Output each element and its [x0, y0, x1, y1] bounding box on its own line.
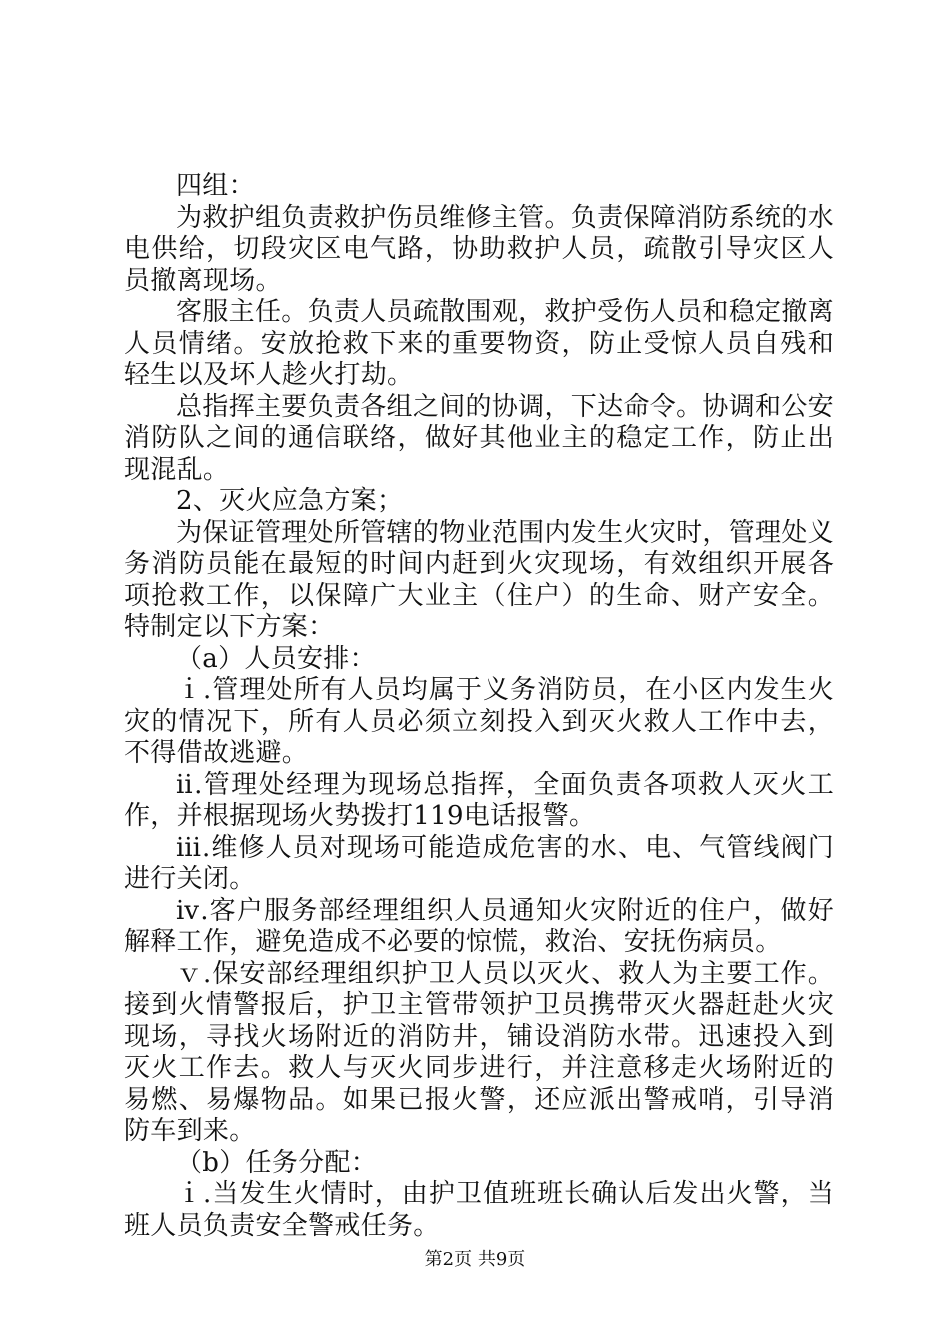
task-item-i: ｉ.当发生火情时，由护卫值班班长确认后发出火警，当班人员负责安全警戒任务。 — [124, 1179, 834, 1241]
paragraph-customer-service: 客服主任。负责人员疏散围观，救护受伤人员和稳定撤离人员情绪。安放抢救下来的重要物资，防止受惊人员自残和轻生以及坏人趁火打劫。 — [124, 297, 834, 390]
list-item-ii: ⅱ.管理处经理为现场总指挥，全面负责各项救人灭火工作，并根据现场火势拨打119电话报警。 — [124, 769, 834, 831]
paragraph-commander: 总指挥主要负责各组之间的协调，下达命令。协调和公安消防队之间的通信联络，做好其他业主的稳定工作，防止出现混乱。 — [124, 391, 834, 485]
document-body — [124, 171, 834, 1242]
list-item-v: ｖ.保安部经理组织护卫人员以灭火、救人为主要工作。接到火情警报后，护卫主管带领护卫员携带灭火器赶赴火灾现场，寻找火场附近的消防井，铺设消防水带。迅速投入到灭火工作去。救人与灭火同步进行，并注意移走火场附近的易燃、易爆物品。如果已报火警，还应派出警戒哨，引导消防车到来。 — [124, 958, 834, 1146]
section-heading-fire-plan: 2、灭火应急方案； — [176, 486, 404, 516]
list-item-i: ｉ.管理处所有人员均属于义务消防员，在小区内发生火灾的情况下，所有人员必须立刻投入到灭火救人工作中去，不得借故逃避。 — [124, 675, 834, 768]
subheading-task-assignment: （b）任务分配： — [176, 1147, 378, 1178]
list-item-iii: ⅲ.维修人员对现场可能造成危害的水、电、气管线阀门进行关闭。 — [124, 832, 834, 894]
list-item-iv: ⅳ.客户服务部经理组织人员通知火灾附近的住户，做好解释工作，避免造成不必要的惊慌，救治、安抚伤病员。 — [124, 895, 834, 957]
page-number-footer: 第2页 共9页 — [424, 1249, 526, 1270]
paragraph-rescue-group: 为救护组负责救护伤员维修主管。负责保障消防系统的水电供给，切段灾区电气路，协助救护人员，疏散引导灾区人员撤离现场。 — [124, 202, 834, 296]
paragraph-plan-purpose: 为保证管理处所管辖的物业范围内发生火灾时，管理处义务消防员能在最短的时间内赶到火灾现场，有效组织开展各项抢救工作，以保障广大业主（住户）的生命、财产安全。特制定以下方案： — [124, 517, 834, 642]
subheading-staff-arrangement: （a）人员安排： — [176, 643, 376, 674]
section-heading-group-four: 四组： — [176, 171, 255, 201]
